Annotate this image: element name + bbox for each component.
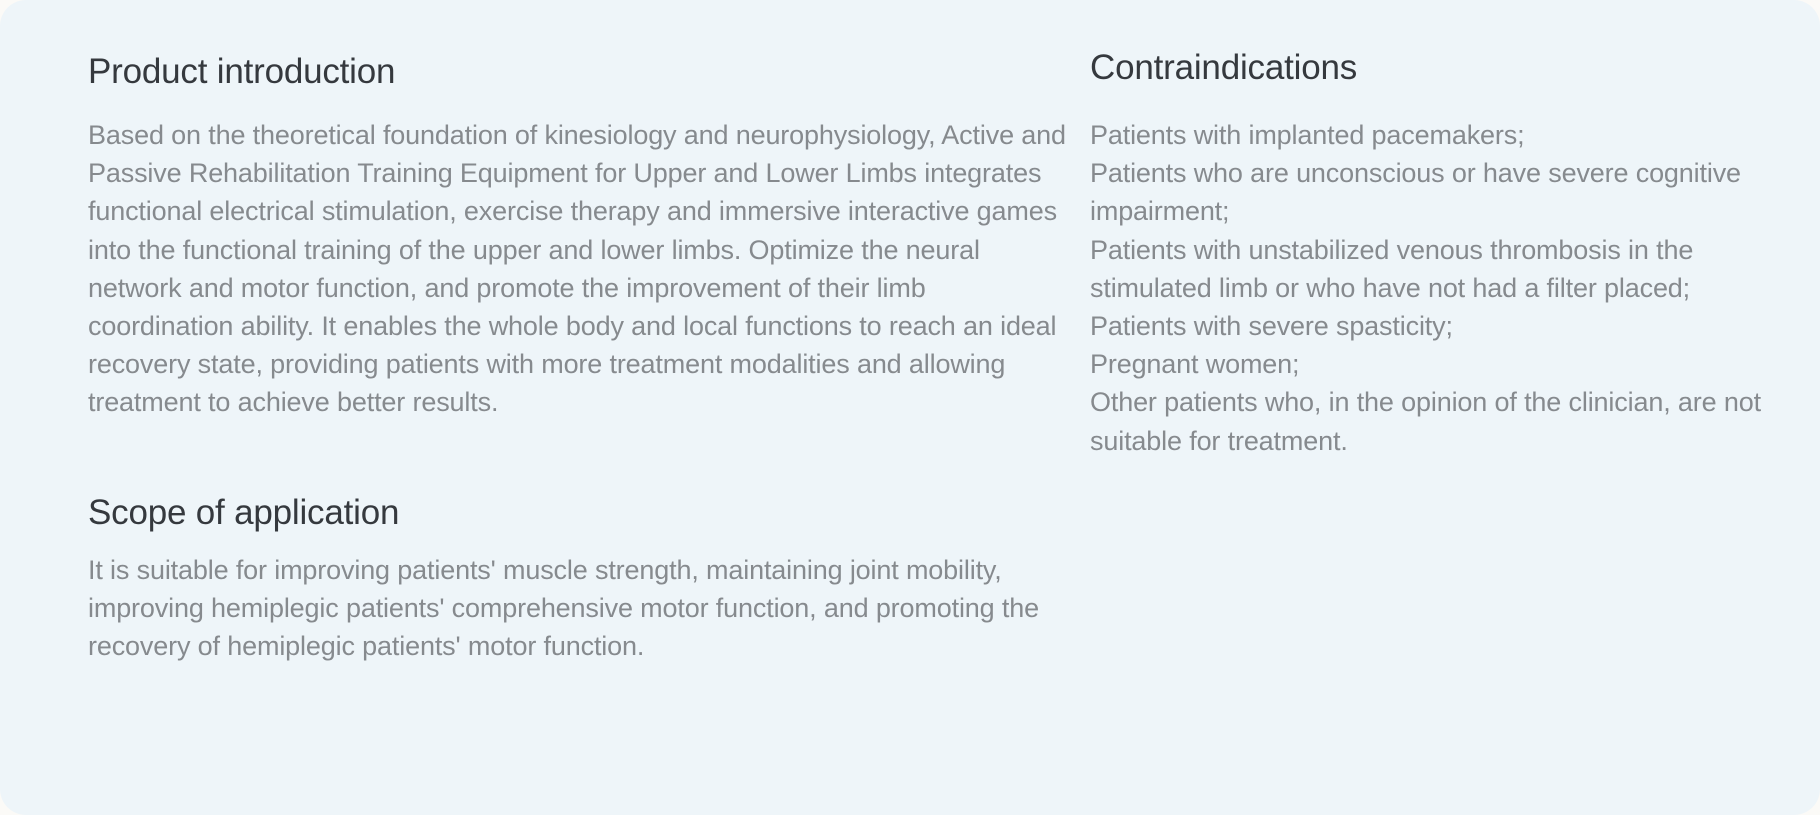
- contraindication-item: Pregnant women;: [1090, 349, 1300, 380]
- scope-of-application-body: It is suitable for improving patients' muscle strength, maintaining joint mobility, improving hemiplegic patients' comprehensive motor function, and promoting the recovery of hemiplegic patients' motor function.: [88, 555, 1039, 662]
- contraindications-list: [1090, 116, 1798, 460]
- product-introduction-body: Based on the theoretical foundation of kinesiology and neurophysiology, Active and Passive Rehabilitation Training Equipment for Upper and Lower Limbs integrates functional electrical stimulation, exercise therapy and immersive interactive games into the functional training of the upper and lower limbs. Optimize the neural network and motor function, and promote the improvement of their limb coordination ability. It enables the whole body and local functions to reach an ideal recovery state, providing patients with more treatment modalities and allowing treatment to achieve better results.: [88, 120, 1066, 418]
- contraindications-title: Contraindications: [1090, 48, 1358, 87]
- scope-of-application-title: Scope of application: [88, 493, 400, 532]
- contraindication-item: Patients with severe spasticity;: [1090, 311, 1453, 342]
- contraindication-item: Patients with unstabilized venous thrombosis in the stimulated limb or who have not had a filter placed;: [1090, 234, 1694, 303]
- product-introduction-title: Product introduction: [88, 52, 396, 91]
- contraindication-item: Other patients who, in the opinion of the clinician, are not suitable for treatment.: [1090, 387, 1761, 456]
- contraindication-item: Patients with implanted pacemakers;: [1090, 120, 1525, 150]
- contraindication-item: Patients who are unconscious or have severe cognitive impairment;: [1090, 158, 1741, 227]
